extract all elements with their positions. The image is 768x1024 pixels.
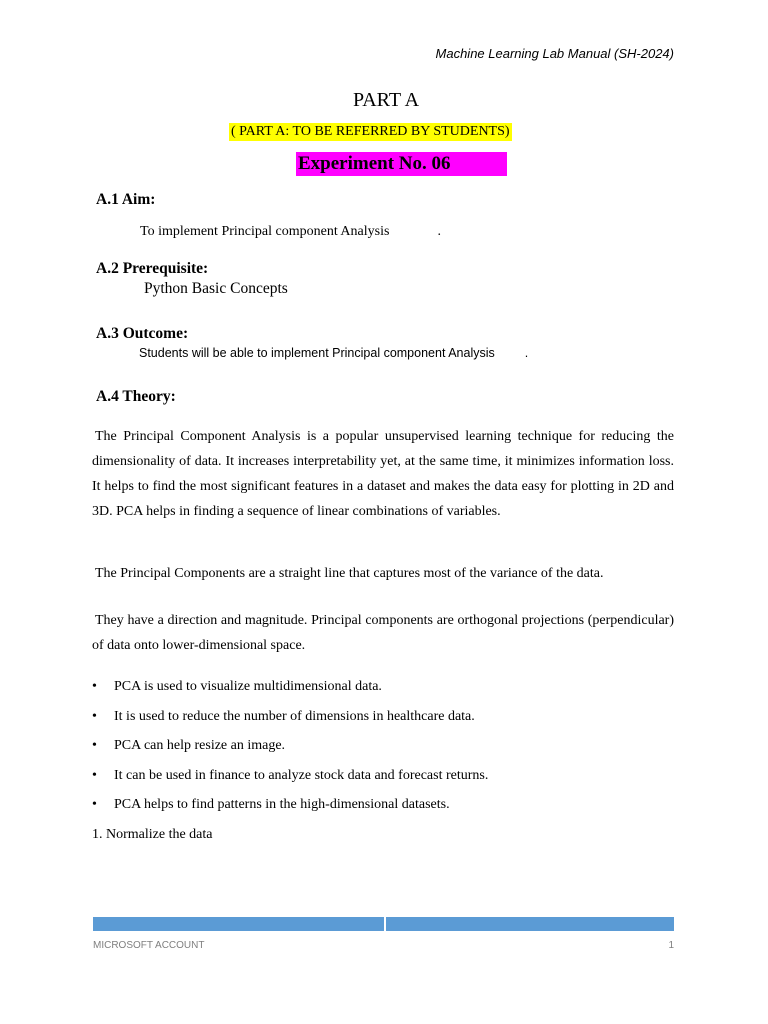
header-title: Machine Learning Lab Manual (SH-2024): [435, 46, 674, 61]
bullet-icon: •: [92, 767, 97, 783]
bullet-icon: •: [92, 738, 97, 754]
outcome-text-trail: .: [524, 346, 529, 360]
part-subtitle: ( PART A: TO BE REFERRED BY STUDENTS): [231, 124, 510, 139]
footer-label: MICROSOFT ACCOUNT: [93, 940, 205, 951]
aim-text-content: To implement Principal component Analysis: [140, 224, 390, 239]
part-title: PART A: [352, 89, 420, 111]
step-normalize: 1. Normalize the data: [92, 827, 213, 842]
theory-paragraph-1: The Principal Component Analysis is a popular unsupervised learning technique for reducing the dimensionality of data. It increases interpretability yet, at the same time, it minimizes information loss. It helps to find the most significant features in a dataset and makes the data easy for plotting in 2D and 3D. PCA helps in finding a sequence of linear combinations of variables.: [92, 429, 674, 519]
theory-bullet-list: [92, 678, 674, 826]
prerequisite-text: Python Basic Concepts: [144, 280, 288, 297]
outcome-heading: A.3 Outcome:: [96, 325, 189, 342]
bullet-icon: •: [92, 708, 97, 724]
page-number: 1: [668, 940, 674, 951]
prerequisite-heading: A.2 Prerequisite:: [96, 260, 209, 277]
list-item: • PCA is used to visualize multidimensional data.: [92, 679, 382, 694]
aim-text-trail: .: [437, 224, 441, 239]
list-item: • It can be used in finance to analyze stock data and forecast returns.: [92, 767, 489, 783]
experiment-title: Experiment No. 06: [296, 152, 507, 176]
footer-bar-divider: [384, 917, 386, 931]
list-item: • PCA helps to find patterns in the high-dimensional datasets.: [92, 797, 450, 813]
bullet-icon: •: [92, 679, 97, 694]
aim-text: [140, 224, 441, 240]
theory-heading: A.4 Theory:: [96, 388, 176, 405]
theory-paragraph-3: They have a direction and magnitude. Principal components are orthogonal projections (perpendicular) of data onto lower-dimensional space.: [92, 613, 674, 653]
aim-heading: A.1 Aim:: [96, 191, 156, 208]
bullet-icon: •: [92, 797, 97, 813]
list-item: • It is used to reduce the number of dimensions in healthcare data.: [92, 708, 475, 724]
theory-paragraph-2: The Principal Components are a straight line that captures most of the variance of the data.: [95, 566, 604, 581]
list-item: • PCA can help resize an image.: [92, 738, 286, 754]
outcome-text-content: Students will be able to implement Principal component Analysis: [139, 346, 495, 360]
outcome-text: [139, 346, 528, 360]
